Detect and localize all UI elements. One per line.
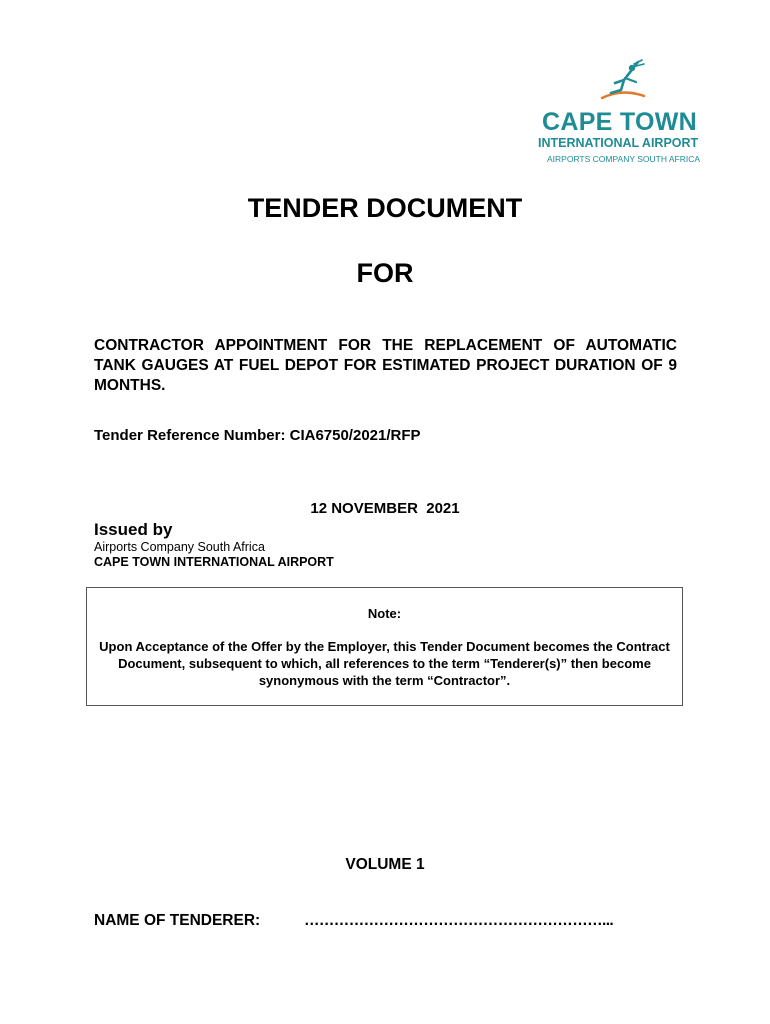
tenderer-name-label: NAME OF TENDERER: (94, 912, 261, 929)
logo-cape-town-text: CAPE TOWN (542, 108, 698, 136)
issuer-organization: Airports Company South Africa (94, 540, 265, 554)
note-box (86, 587, 683, 706)
logo-international-airport-text: INTERNATIONAL AIRPORT (538, 136, 699, 150)
note-body: Upon Acceptance of the Offer by the Employer, this Tender Document becomes the Contract Document, subsequent to which, all references to the term “Tenderer(s)” then become synonymous with the term “Contractor”. (99, 639, 670, 688)
note-heading: Note: (367, 606, 402, 621)
tenderer-name-blank: ……………………………………………………... (304, 912, 614, 929)
project-description: CONTRACTOR APPOINTMENT FOR THE REPLACEMENT OF AUTOMATIC TANK GAUGES AT FUEL DEPOT FOR ESTIMATED PROJECT DURATION OF 9 MONTHS. (94, 337, 677, 394)
issuer-airport: CAPE TOWN INTERNATIONAL AIRPORT (94, 555, 334, 569)
document-date: 12 NOVEMBER 2021 (310, 500, 460, 517)
document-title-for: FOR (356, 258, 414, 288)
leaping-figure-icon (598, 58, 648, 106)
volume-label: VOLUME 1 (345, 856, 425, 873)
logo-acsa-text: AIRPORTS COMPANY SOUTH AFRICA (547, 154, 701, 164)
document-title: TENDER DOCUMENT (247, 193, 523, 223)
issued-by-heading: Issued by (94, 520, 173, 539)
tender-reference-number: Tender Reference Number: CIA6750/2021/RFP (94, 427, 421, 444)
airport-logo (530, 58, 710, 168)
